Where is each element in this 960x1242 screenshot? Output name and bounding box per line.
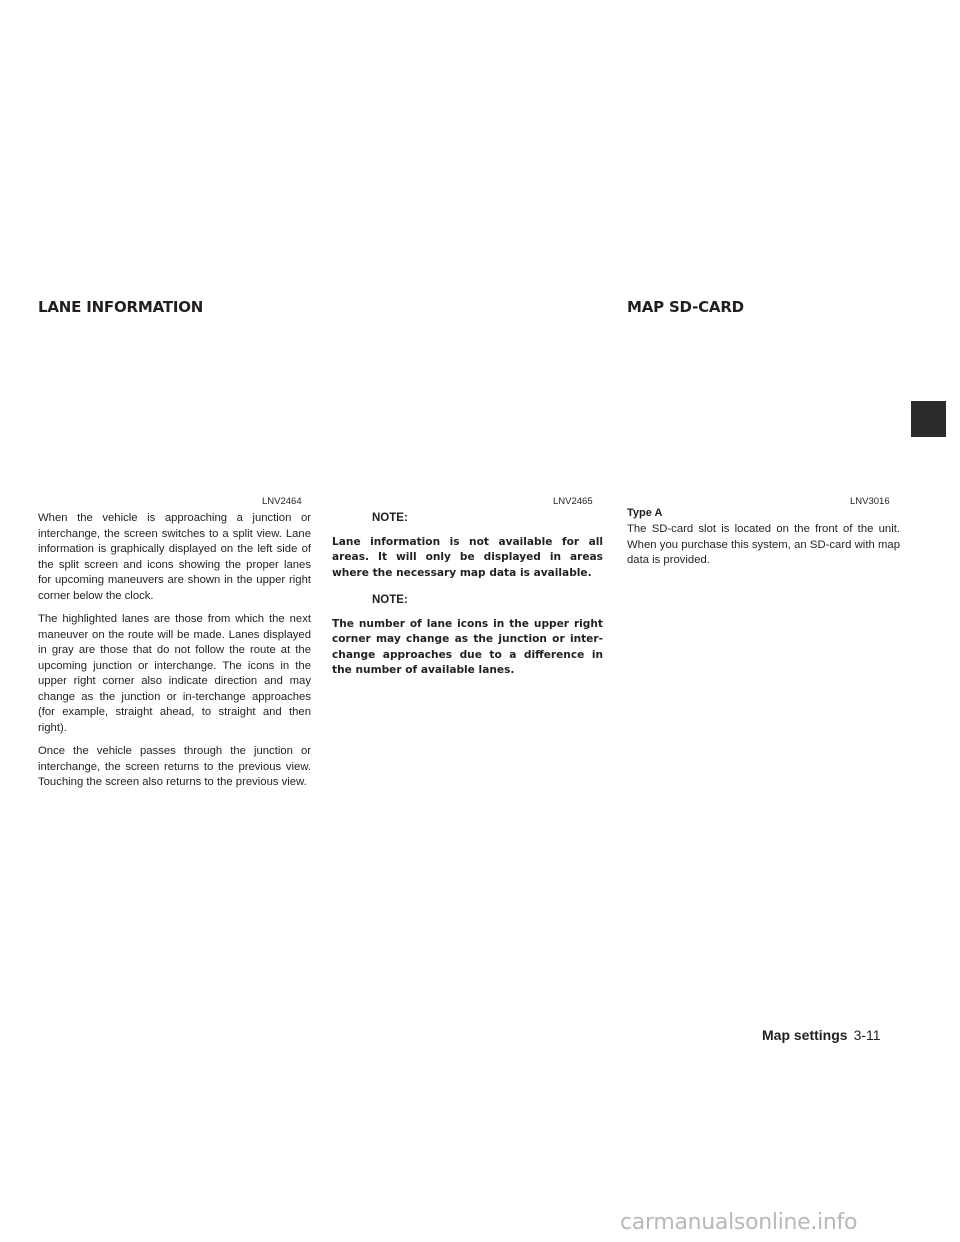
section-heading-lane-information: LANE INFORMATION <box>38 298 204 316</box>
figure-code-2: LNV2465 <box>553 496 593 507</box>
figure-caption-type-a: Type A <box>627 507 663 519</box>
figure-code-1: LNV2464 <box>262 496 302 507</box>
paragraph: The highlighted lanes are those from which the next maneuver on the route will be made. Lanes displayed in gray are those that do not follow the route at the upcoming junction or interchange. The icons in the upper right corner also indicate direction and may change as the junction or in-terchange approaches (for example, straight ahead, to straight and then right). <box>38 613 311 734</box>
note-text: The number of lane icons in the upper right corner may change as the junction or inter-change approaches due to a difference in the number of available lanes. <box>332 617 603 676</box>
section-heading-map-sd-card: MAP SD-CARD <box>627 298 744 316</box>
page-footer <box>762 1027 881 1043</box>
note-label: NOTE: <box>372 512 408 524</box>
footer-section-title: Map settings <box>762 1027 848 1043</box>
column-lane-information-body <box>38 511 311 799</box>
watermark: carmanualsonline.info <box>620 1210 858 1235</box>
chapter-tab-marker <box>911 401 946 437</box>
column-notes <box>332 511 603 691</box>
paragraph: Once the vehicle passes through the junction or interchange, the screen returns to the previous view. Touching the screen also returns to the previous view. <box>38 745 311 788</box>
note-text: Lane information is not available for all areas. It will only be displayed in areas where the necessary map data is available. <box>332 535 603 579</box>
note-label: NOTE: <box>372 594 408 606</box>
page-number: 3-11 <box>853 1027 881 1043</box>
figure-code-3: LNV3016 <box>850 496 890 507</box>
paragraph: When the vehicle is approaching a junction or interchange, the screen switches to a split view. Lane information is graphically displayed on the left side of the split screen and icons showing the proper lanes for upcoming maneuvers are shown in the upper right corner below the clock. <box>38 512 311 602</box>
column-map-sd-card-body <box>627 522 900 577</box>
paragraph: The SD-card slot is located on the front of the unit. When you purchase this system, an SD-card with map data is provided. <box>627 523 900 566</box>
